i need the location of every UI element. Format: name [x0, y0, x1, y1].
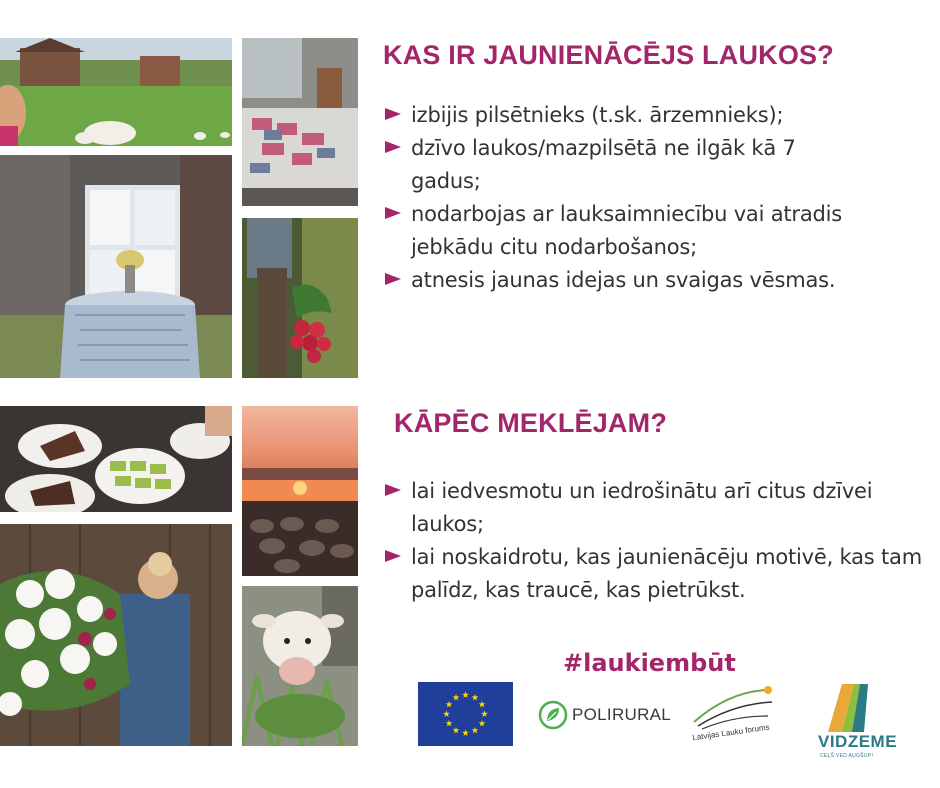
triangle-bullet-icon	[385, 108, 401, 120]
section2-bullet-list	[383, 475, 923, 607]
photo-food-plates	[0, 406, 232, 512]
photo-calf	[242, 586, 358, 746]
eu-star-icon	[453, 727, 460, 734]
vidzeme-road-icon	[798, 682, 902, 734]
triangle-bullet-icon	[385, 550, 401, 562]
list-item: lai noskaidrotu, kas jaunienācēju motivē, kas tam palīdz, kas traucē, kas pietrūkst.	[383, 541, 923, 607]
landscape-swoosh-icon	[688, 682, 784, 732]
leaf-icon	[538, 700, 568, 730]
triangle-bullet-icon	[385, 141, 401, 153]
photo-sheep-meadow	[0, 38, 232, 146]
list-item: dzīvo laukos/mazpilsētā ne ilgāk kā 7 gadus;	[383, 132, 851, 198]
eu-star-icon	[479, 701, 486, 708]
list-item: lai iedvesmotu un iedrošinātu arī citus dzīvei laukos;	[383, 475, 911, 541]
eu-star-icon	[481, 710, 488, 717]
photo-sunset-sheep	[242, 406, 358, 576]
eu-stars-icon	[418, 682, 513, 746]
eu-star-icon	[462, 729, 469, 736]
vidzeme-tagline: CEĻŠ VED AUGŠUP!	[820, 753, 874, 759]
eu-star-icon	[453, 694, 460, 701]
triangle-bullet-icon	[385, 484, 401, 496]
vidzeme-logo	[798, 682, 902, 762]
photo-painting-table	[242, 38, 358, 206]
eu-star-icon	[446, 701, 453, 708]
eu-star-icon	[462, 691, 469, 698]
triangle-bullet-icon	[385, 207, 401, 219]
photo-radishes	[242, 218, 358, 378]
eu-flag-logo	[418, 682, 513, 746]
section1-heading: KAS IR JAUNIENĀCĒJS LAUKOS?	[383, 40, 834, 70]
polirural-logo	[538, 698, 678, 732]
polirural-wordmark: POLIRURAL	[572, 705, 672, 724]
section1-bullet-list	[383, 99, 923, 297]
eu-star-icon	[446, 720, 453, 727]
list-item: atnesis jaunas idejas un svaigas vēsmas.	[383, 264, 923, 297]
hashtag[interactable]: #laukiembūt	[563, 649, 736, 677]
llf-wordmark: Latvijas Lauku forums	[691, 722, 771, 743]
section2-heading: KĀPĒC MEKLĒJAM?	[394, 408, 668, 438]
list-item: izbijis pilsētnieks (t.sk. ārzemnieks);	[383, 99, 923, 132]
list-item: nodarbojas ar lauksaimniecību vai atradis jebkādu citu nodarbošanos;	[383, 198, 911, 264]
eu-star-icon	[472, 727, 479, 734]
eu-star-icon	[479, 720, 486, 727]
photo-woman-peonies	[0, 524, 232, 746]
triangle-bullet-icon	[385, 273, 401, 285]
eu-star-icon	[443, 710, 450, 717]
photo-table-shed	[0, 155, 232, 378]
eu-star-icon	[472, 694, 479, 701]
vidzeme-wordmark: VIDZEME	[818, 732, 898, 751]
latvijas-lauku-forums-logo	[688, 682, 784, 750]
